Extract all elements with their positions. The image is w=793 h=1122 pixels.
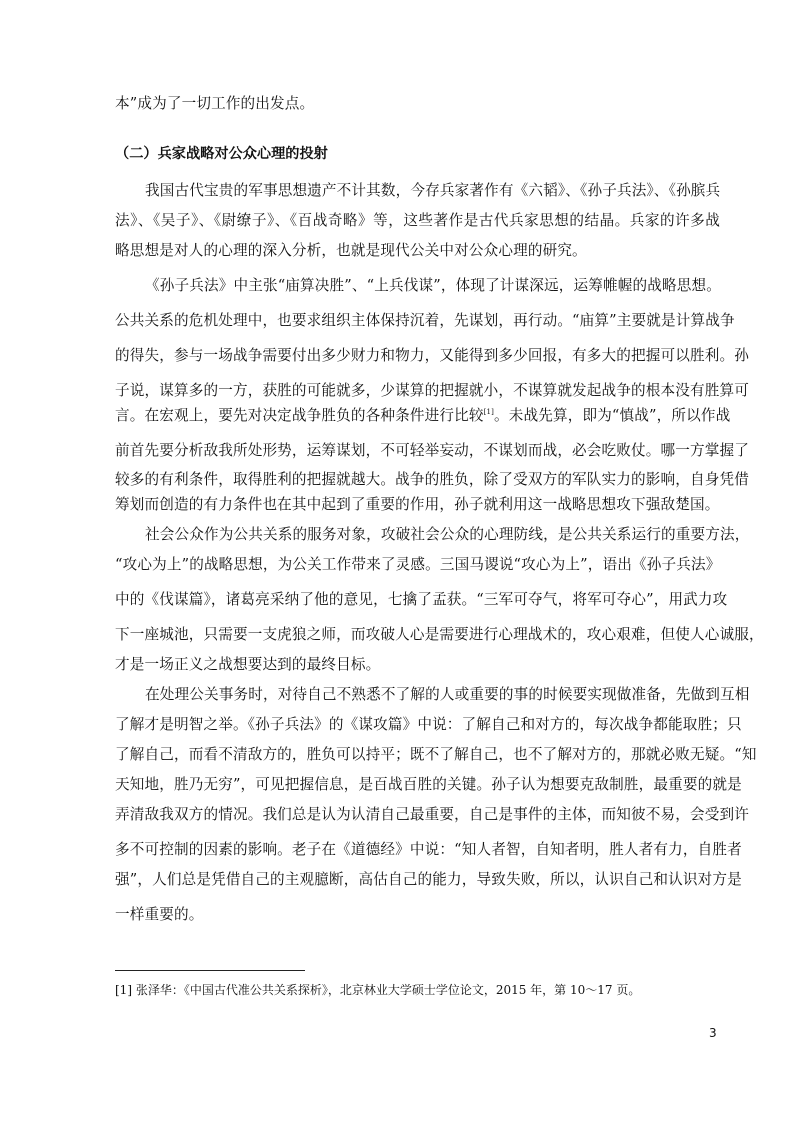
paragraph-line: 天知地，胜乃无穷”，可见把握信息，是百战百胜的关键。孙子认为想要克敌制胜，最重要的就是	[115, 776, 742, 793]
paragraph-line: 前首先要分析敌我所处形势，运筹谋划，不可轻举妄动，不谋划而战，必会吃败仗。哪一方掌握了	[115, 442, 749, 459]
paragraph-line: 《孙子兵法》中主张“庙算决胜”、“上兵伐谋”，体现了计谋深远，运筹帷幄的战略思想。	[145, 277, 721, 294]
paragraph-line: 中的《伐谋篇》，诸葛亮采纳了他的意见，七擒了孟获。“三军可夺气，将军可夺心”，用武力攻	[115, 591, 728, 608]
paragraph-line: 较多的有利条件，取得胜利的把握就越大。战争的胜负，除了受双方的军队实力的影响，自身凭借	[115, 471, 749, 488]
footnote: [1] 张泽华：《中国古代准公共关系探析》，北京林业大学硕士学位论文，2015 年，第 10～17 页。	[115, 983, 641, 997]
paragraph-line: 社会公众作为公共关系的服务对象，攻破社会公众的心理防线，是公共关系运行的重要方法，	[145, 526, 750, 543]
paragraph-line: 法》、《吴子》、《尉缭子》、《百战奇略》等，这些著作是古代兵家思想的结晶。兵家的许多战	[115, 212, 720, 229]
page-number: 3	[709, 1026, 717, 1040]
paragraph-line: 才是一场正义之战想要达到的最终目标。	[115, 656, 381, 673]
paragraph-line: 下一座城池，只需要一支虎狼之师，而攻破人心是需要进行心理战术的，攻心艰难，但使人心诚服，	[115, 626, 764, 643]
paragraph-line: 强”，人们总是凭借自己的主观臆断，高估自己的能力，导致失败，所以，认识自己和认识对方是	[115, 871, 742, 888]
section-heading: （二）兵家战略对公众心理的投射	[115, 146, 328, 162]
paragraph-line: 公共关系的危机处理中，也要求组织主体保持沉着，先谋划，再行动。“庙算”主要就是计算战争	[115, 312, 735, 329]
paragraph-line: 在处理公关事务时，对待自己不熟悉不了解的人或重要的事的时候要实现做准备，先做到互相	[145, 686, 750, 703]
paragraph-text: 。未战先算，即为“慎战”，所以作战	[493, 407, 731, 424]
paragraph-line: 的得失，参与一场战争需要付出多少财力和物力，又能得到多少回报，有多大的把握可以胜利。孙	[115, 347, 749, 364]
paragraph-line: “攻心为上”的战略思想，为公关工作带来了灵感。三国马谡说“攻心为上”，语出《孙子兵法》	[115, 556, 721, 573]
paragraph-line: 一样重要的。	[115, 906, 204, 923]
paragraph-line: 略思想是对人的心理的深入分析，也就是现代公关中对公众心理的研究。	[115, 242, 587, 259]
paragraph-line: 子说，谋算多的一方，获胜的可能就多，少谋算的把握就小，不谋算就发起战争的根本没有胜算可	[115, 382, 749, 399]
paragraph-line: 筹划而创造的有力条件也在其中起到了重要的作用，孙子就利用这一战略思想攻下强敌楚国。	[115, 496, 720, 513]
footnote-separator	[115, 970, 305, 971]
paragraph-line: 弄清敌我双方的情况。我们总是认为认清自己最重要，自己是事件的主体，而知彼不易，会受到许	[115, 806, 749, 823]
paragraph-line: 本”成为了一切工作的出发点。	[115, 95, 315, 112]
paragraph-line: 多不可控制的因素的影响。老子在《道德经》中说：“知人者智，自知者明，胜人者有力，自胜者	[115, 841, 742, 858]
paragraph-text: 言。在宏观上，要先对决定战争胜负的各种条件进行比较	[115, 407, 484, 424]
paragraph-line: 了解自己，而看不清敌方的，胜负可以持平；既不了解自己，也不了解对方的，那就必败无疑。“知	[115, 746, 757, 763]
paragraph-line: 了解才是明智之举。《孙子兵法》的《谋攻篇》中说：了解自己和对方的，每次战争都能取胜；只	[115, 716, 742, 733]
paragraph-line-with-footnote	[115, 406, 731, 426]
footnote-reference[interactable]: [1]	[483, 408, 494, 416]
paragraph-line: 我国古代宝贵的军事思想遗产不计其数，今存兵家著作有《六韬》、《孙子兵法》、《孙膑兵	[145, 182, 721, 199]
